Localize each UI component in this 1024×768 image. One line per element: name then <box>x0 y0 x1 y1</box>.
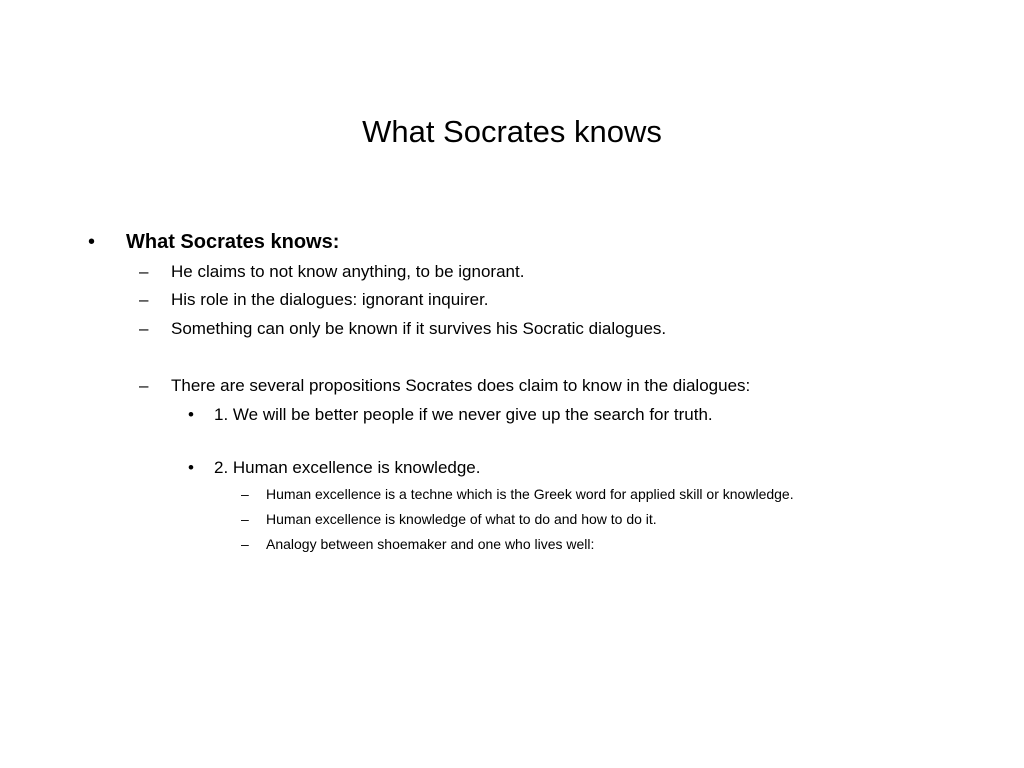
dash-marker: – <box>241 536 249 552</box>
detail-text: Human excellence is knowledge of what to do and how to do it. <box>266 511 657 527</box>
proposition-text: 2. Human excellence is knowledge. <box>214 458 481 477</box>
dash-marker: – <box>139 290 149 309</box>
point-text: There are several propositions Socrates does claim to know in the dialogues: <box>171 376 751 395</box>
point-text: He claims to not know anything, to be ignorant. <box>171 262 525 281</box>
bullet-marker: • <box>188 458 194 477</box>
point-text: Something can only be known if it survives his Socratic dialogues. <box>171 319 667 338</box>
dash-marker: – <box>241 511 249 527</box>
slide-title: What Socrates knows <box>362 114 662 149</box>
point-text: His role in the dialogues: ignorant inquirer. <box>171 290 489 309</box>
heading-text: What Socrates knows: <box>126 231 340 253</box>
dash-marker: – <box>139 376 149 395</box>
bullet-marker: • <box>88 231 96 253</box>
dash-marker: – <box>241 486 249 502</box>
detail-text: Human excellence is a techne which is the Greek word for applied skill or knowledge. <box>266 486 794 502</box>
bullet-marker: • <box>188 405 194 424</box>
dash-marker: – <box>139 262 149 281</box>
proposition-text: 1. We will be better people if we never give up the search for truth. <box>214 405 713 424</box>
dash-marker: – <box>139 319 149 338</box>
detail-text: Analogy between shoemaker and one who lives well: <box>266 536 595 552</box>
